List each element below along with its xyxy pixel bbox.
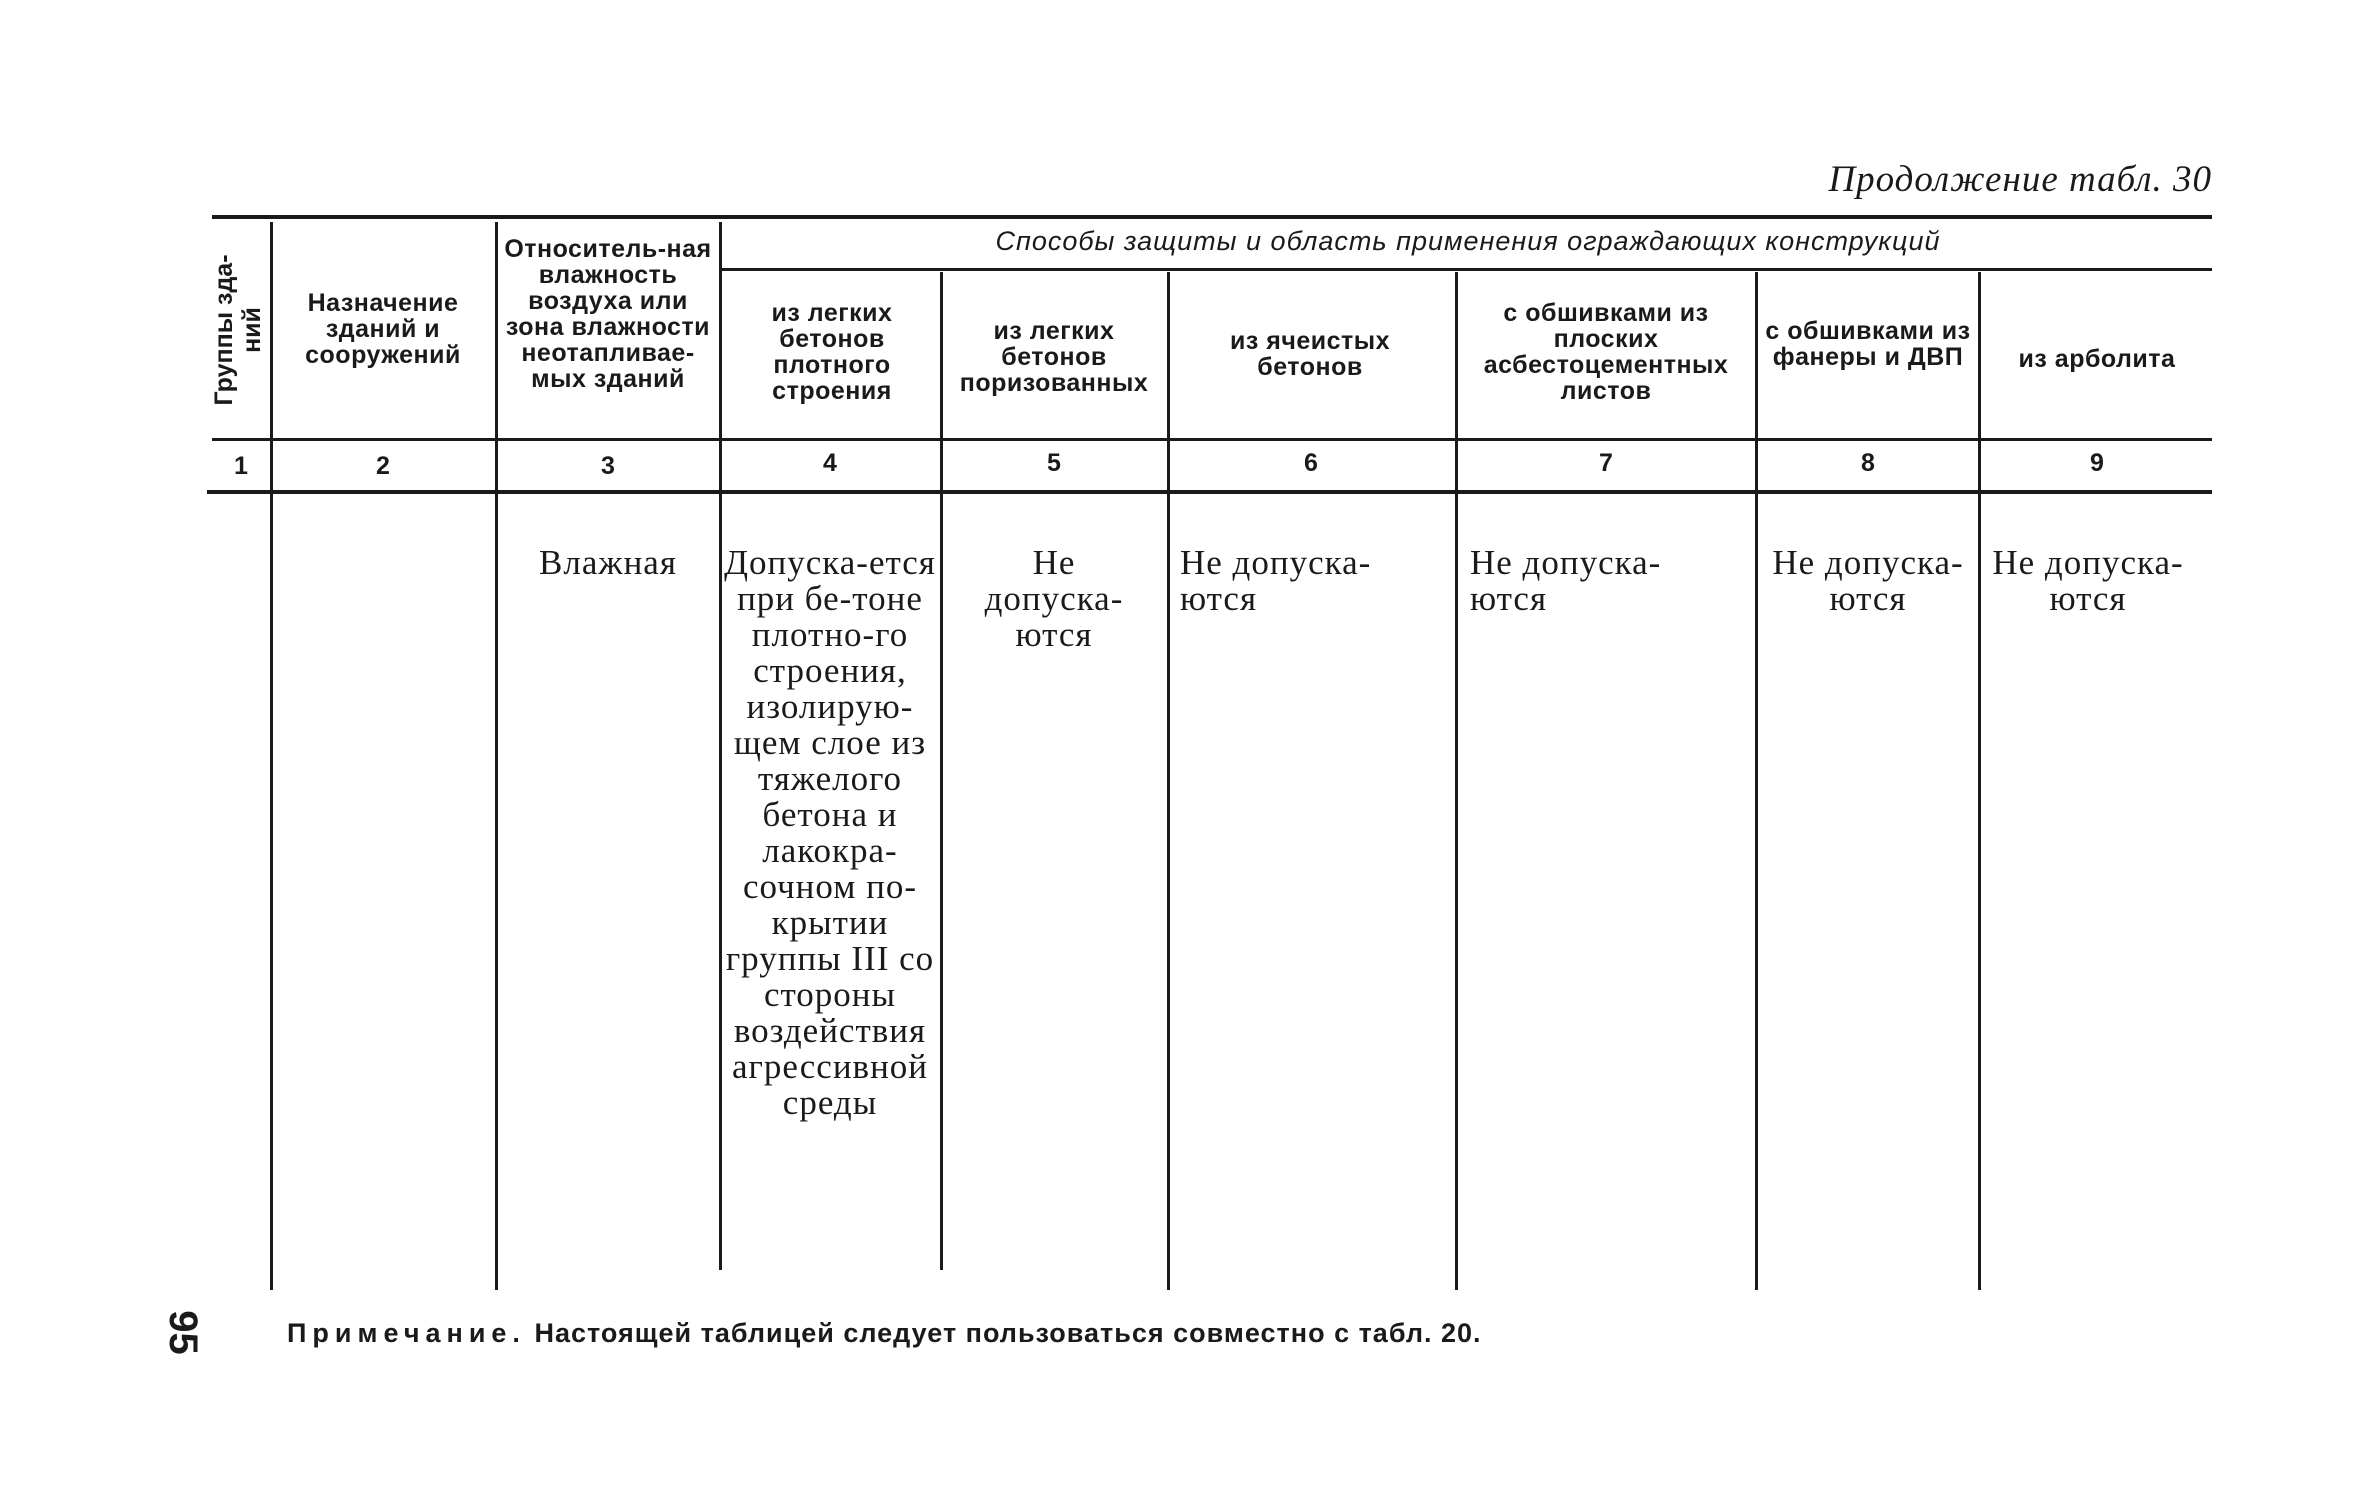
numbers-bottom-rule <box>207 490 2212 494</box>
header-dense-light-concrete: из легких бетонов плотного строения <box>771 299 893 405</box>
header-porous-light-concrete: из легких бетонов поризованных <box>959 317 1149 397</box>
header-arbolite: из арболита <box>2018 345 2176 373</box>
col-number-6: 6 <box>1304 449 1318 477</box>
page-number: 95 <box>160 1310 205 1355</box>
col-number-4: 4 <box>823 449 837 477</box>
span-header-rule <box>722 268 2212 271</box>
header-building-groups: Группы зда- ний <box>210 254 266 406</box>
table-top-rule <box>212 215 2212 219</box>
note-text: Настоящей таблицей следует пользоваться совместно с табл. 20. <box>525 1318 1482 1348</box>
col-rule-1 <box>270 222 273 1290</box>
col-rule-2 <box>495 222 498 1290</box>
row-humidity-value: Влажная <box>539 543 677 582</box>
header-asbestos-sheets: с обшивками из плоских асбестоцементных листов <box>1483 299 1729 405</box>
continuation-title: Продолжение табл. 30 <box>1828 159 2212 200</box>
col-number-3: 3 <box>601 452 615 480</box>
col-rule-8 <box>1978 272 1981 1290</box>
header-plywood-dvp: с обшивками из фанеры и ДВП <box>1765 317 1971 371</box>
col-rule-4 <box>940 272 943 1270</box>
row-plywood-dvp: Не допуска-ются <box>1772 543 1964 618</box>
header-purpose: Назначение зданий и сооружений <box>305 289 461 369</box>
col-number-5: 5 <box>1047 449 1061 477</box>
table-note <box>287 1318 1482 1349</box>
col-number-9: 9 <box>2090 449 2104 477</box>
col-number-1: 1 <box>234 452 248 480</box>
header-humidity: Относитель-ная влажность воздуха или зона влажности неотапливае-мых зданий <box>504 235 712 393</box>
col-rule-6 <box>1455 272 1458 1290</box>
col-rule-7 <box>1755 272 1758 1290</box>
col-rule-5 <box>1167 272 1170 1290</box>
row-dense-light-concrete: Допуска-ется при бе-тоне плотно-го строения, изолирую-щем слое из тяжелого бетона и лакокра-сочном по-крытии группы III со стороны воздействия агрессивной среды <box>724 543 936 1122</box>
col-number-2: 2 <box>376 452 390 480</box>
col-number-8: 8 <box>1861 449 1875 477</box>
note-lead: Примечание. <box>287 1318 526 1348</box>
row-asbestos-sheets: Не допуска-ются <box>1470 543 1662 618</box>
row-porous-light-concrete: Не допуска-ются <box>984 543 1124 654</box>
row-cellular-concrete: Не допуска-ются <box>1180 543 1372 618</box>
header-bottom-rule <box>212 438 2212 441</box>
row-arbolite: Не допуска-ются <box>1992 543 2184 618</box>
col-number-7: 7 <box>1599 449 1613 477</box>
header-cellular-concrete: из ячеистых бетонов <box>1229 327 1391 381</box>
header-protection-methods: Способы защиты и область применения ограждающих конструкций <box>995 226 1941 256</box>
